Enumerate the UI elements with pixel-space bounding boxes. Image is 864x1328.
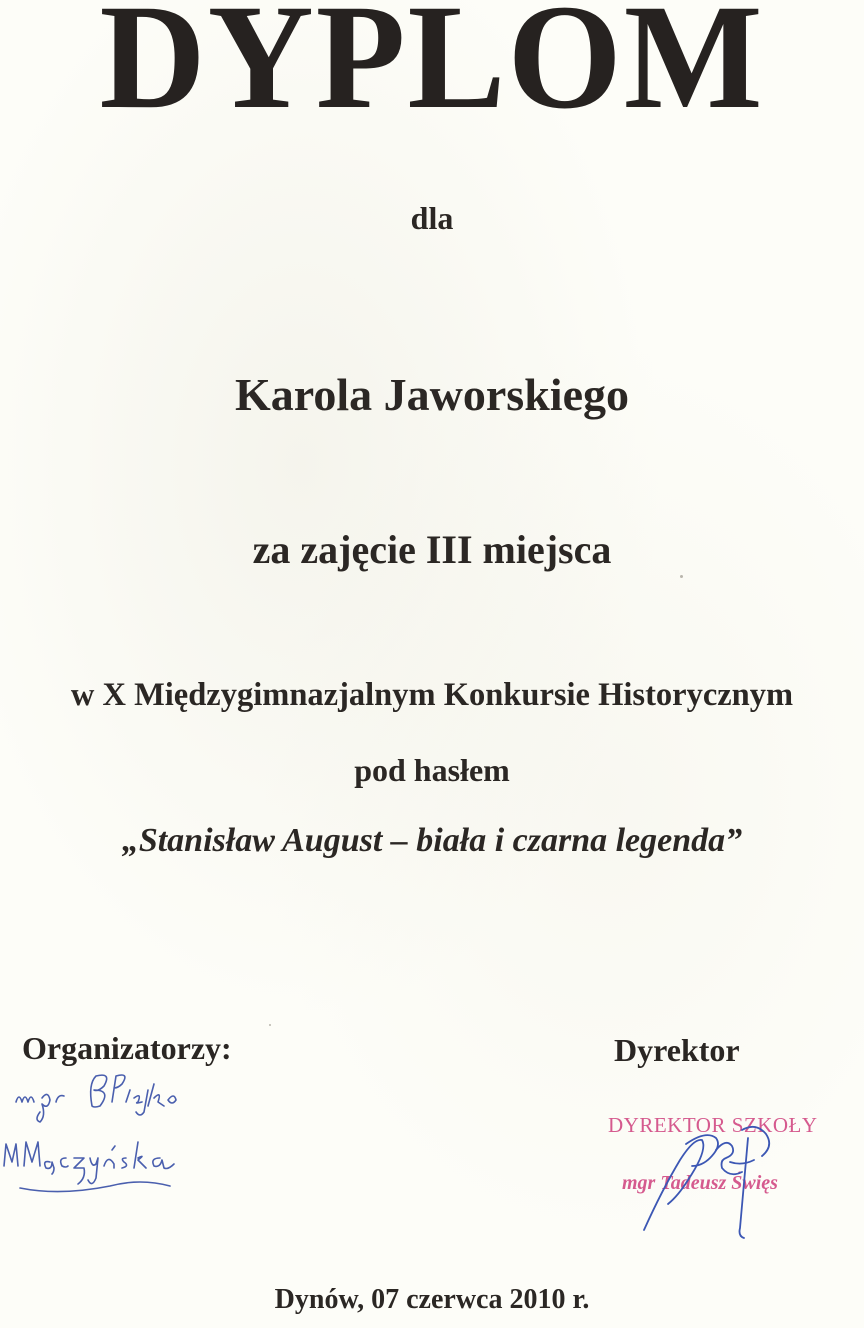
director-label: Dyrektor	[614, 1032, 740, 1068]
stamp-name: mgr Tadeusz Święs	[622, 1172, 778, 1194]
place-and-date: Dynów, 07 czerwca 2010 r.	[274, 1284, 590, 1315]
scan-speck	[269, 1024, 271, 1026]
competition-motto: „Stanisław August – biała i czarna legenda”	[121, 822, 743, 859]
motto-intro: pod hasłem	[354, 752, 510, 788]
diploma-title: DYPLOM	[99, 0, 765, 140]
recipient-name: Karola Jaworskiego	[235, 369, 629, 420]
director-signature	[630, 1090, 790, 1250]
stamp-title: DYREKTOR SZKOŁY	[608, 1113, 818, 1137]
organizer-signature-1	[8, 1062, 208, 1132]
scan-speck	[680, 575, 683, 578]
award-reason: za zajęcie III miejsca	[252, 527, 612, 572]
organizer-signature-2	[0, 1128, 200, 1208]
for-word: dla	[410, 200, 454, 236]
organizers-label: Organizatorzy:	[22, 1030, 232, 1066]
competition-name: w X Międzygimnazjalnym Konkursie Historycznym	[70, 677, 794, 713]
